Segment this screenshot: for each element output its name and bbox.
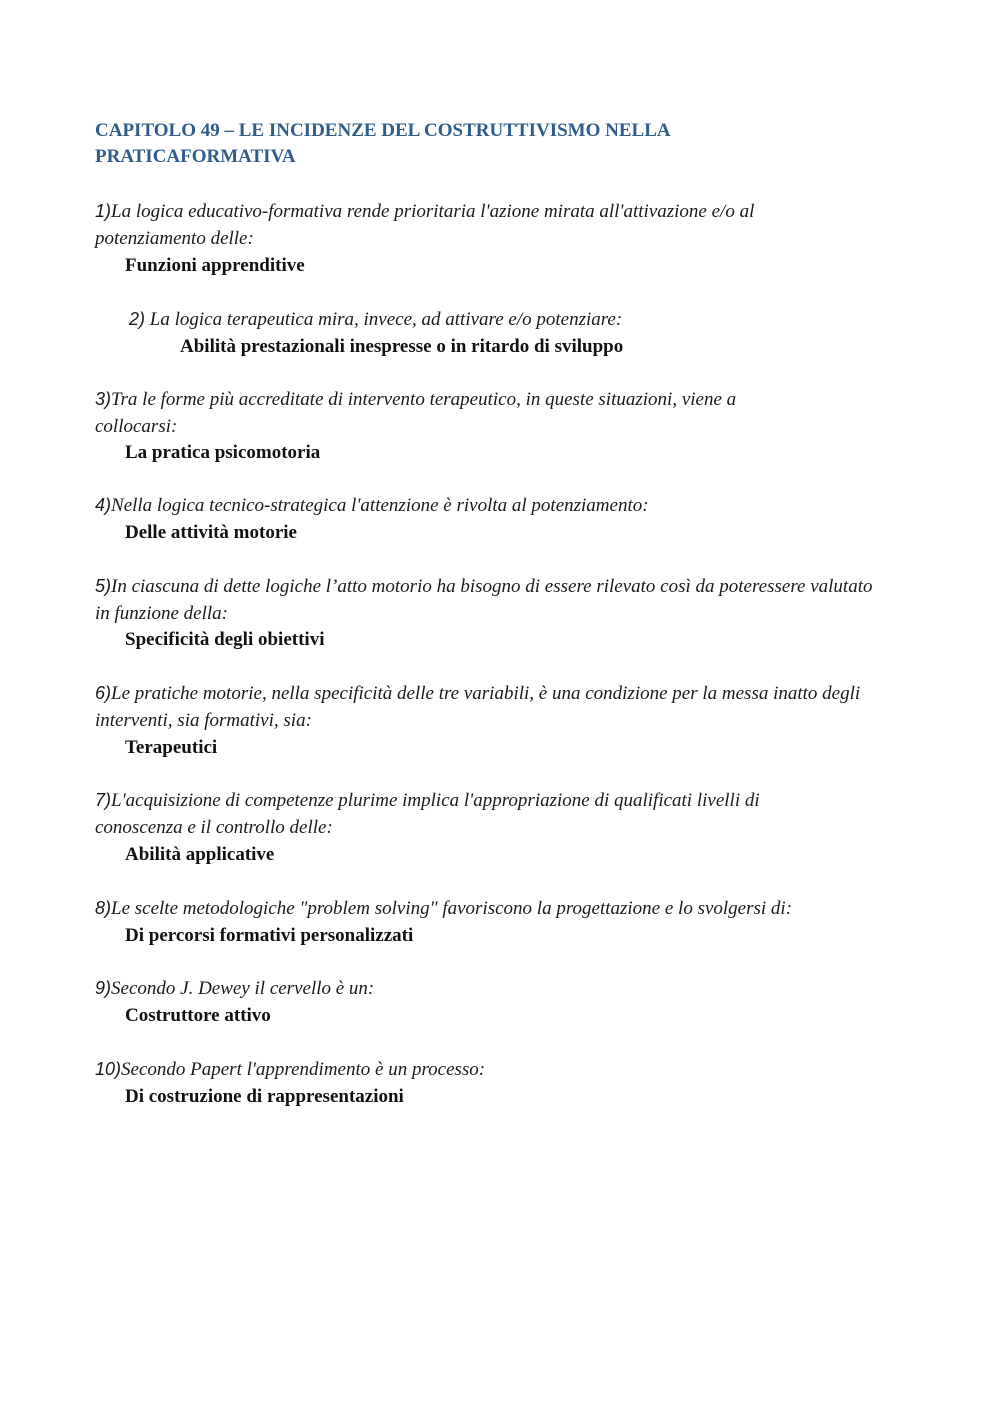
question-9 xyxy=(95,975,835,1002)
question-6 xyxy=(95,680,895,734)
answer-3: La pratica psicomotoria xyxy=(125,442,321,463)
question-1 xyxy=(95,198,835,252)
question-number: 4) xyxy=(95,495,112,515)
question-text: Le pratiche motorie, nella specificità delle tre variabili, è una condizione per la messa inatto degli interventi, sia formativi, sia: xyxy=(95,683,861,731)
answer-1: Funzioni apprenditive xyxy=(125,255,305,276)
answer-10: Di costruzione di rappresentazioni xyxy=(125,1086,404,1107)
question-number: 5) xyxy=(95,576,112,596)
question-10 xyxy=(95,1056,835,1083)
question-2 xyxy=(129,306,869,333)
answer-8: Di percorsi formativi personalizzati xyxy=(125,925,414,946)
question-3 xyxy=(95,386,815,440)
question-5 xyxy=(95,573,885,627)
question-text: Le scelte metodologiche "problem solving" favoriscono la progettazione e lo svolgersi di: xyxy=(111,898,793,919)
question-4 xyxy=(95,492,875,519)
question-number: 8) xyxy=(95,898,112,918)
question-text: La logica educativo-formativa rende prioritaria l'azione mirata all'attivazione e/o al potenziamento delle: xyxy=(95,201,755,249)
answer-9: Costruttore attivo xyxy=(125,1005,271,1026)
answer-2: Abilità prestazionali inespresse o in ritardo di sviluppo xyxy=(180,336,624,357)
question-number: 6) xyxy=(95,683,112,703)
question-number: 10) xyxy=(95,1059,122,1079)
question-number: 3) xyxy=(95,389,112,409)
question-text: In ciascuna di dette logiche l’atto motorio ha bisogno di essere rilevato così da poteressere valutato in funzione della: xyxy=(95,576,873,624)
question-text: L'acquisizione di competenze plurime implica l'appropriazione di qualificati livelli di conoscenza e il controllo delle: xyxy=(95,790,760,838)
question-text: Secondo Papert l'apprendimento è un processo: xyxy=(121,1059,486,1080)
question-text: Nella logica tecnico-strategica l'attenzione è rivolta al potenziamento: xyxy=(111,495,649,516)
question-text: Secondo J. Dewey il cervello è un: xyxy=(111,978,375,999)
question-number: 9) xyxy=(95,978,112,998)
chapter-title: CAPITOLO 49 – LE INCIDENZE DEL COSTRUTTIVISMO NELLA PRATICAFORMATIVA xyxy=(95,120,670,167)
answer-6: Terapeutici xyxy=(125,737,218,758)
question-text: Tra le forme più accreditate di intervento terapeutico, in queste situazioni, viene a collocarsi: xyxy=(95,389,737,437)
question-7 xyxy=(95,787,835,841)
answer-5: Specificità degli obiettivi xyxy=(125,629,325,650)
answer-4: Delle attività motorie xyxy=(125,522,297,543)
question-number: 1) xyxy=(95,201,112,221)
question-number: 7) xyxy=(95,790,112,810)
question-8 xyxy=(95,895,915,922)
question-number: 2) xyxy=(129,309,146,329)
question-text: La logica terapeutica mira, invece, ad attivare e/o potenziare: xyxy=(145,309,623,330)
answer-7: Abilità applicative xyxy=(125,844,275,865)
